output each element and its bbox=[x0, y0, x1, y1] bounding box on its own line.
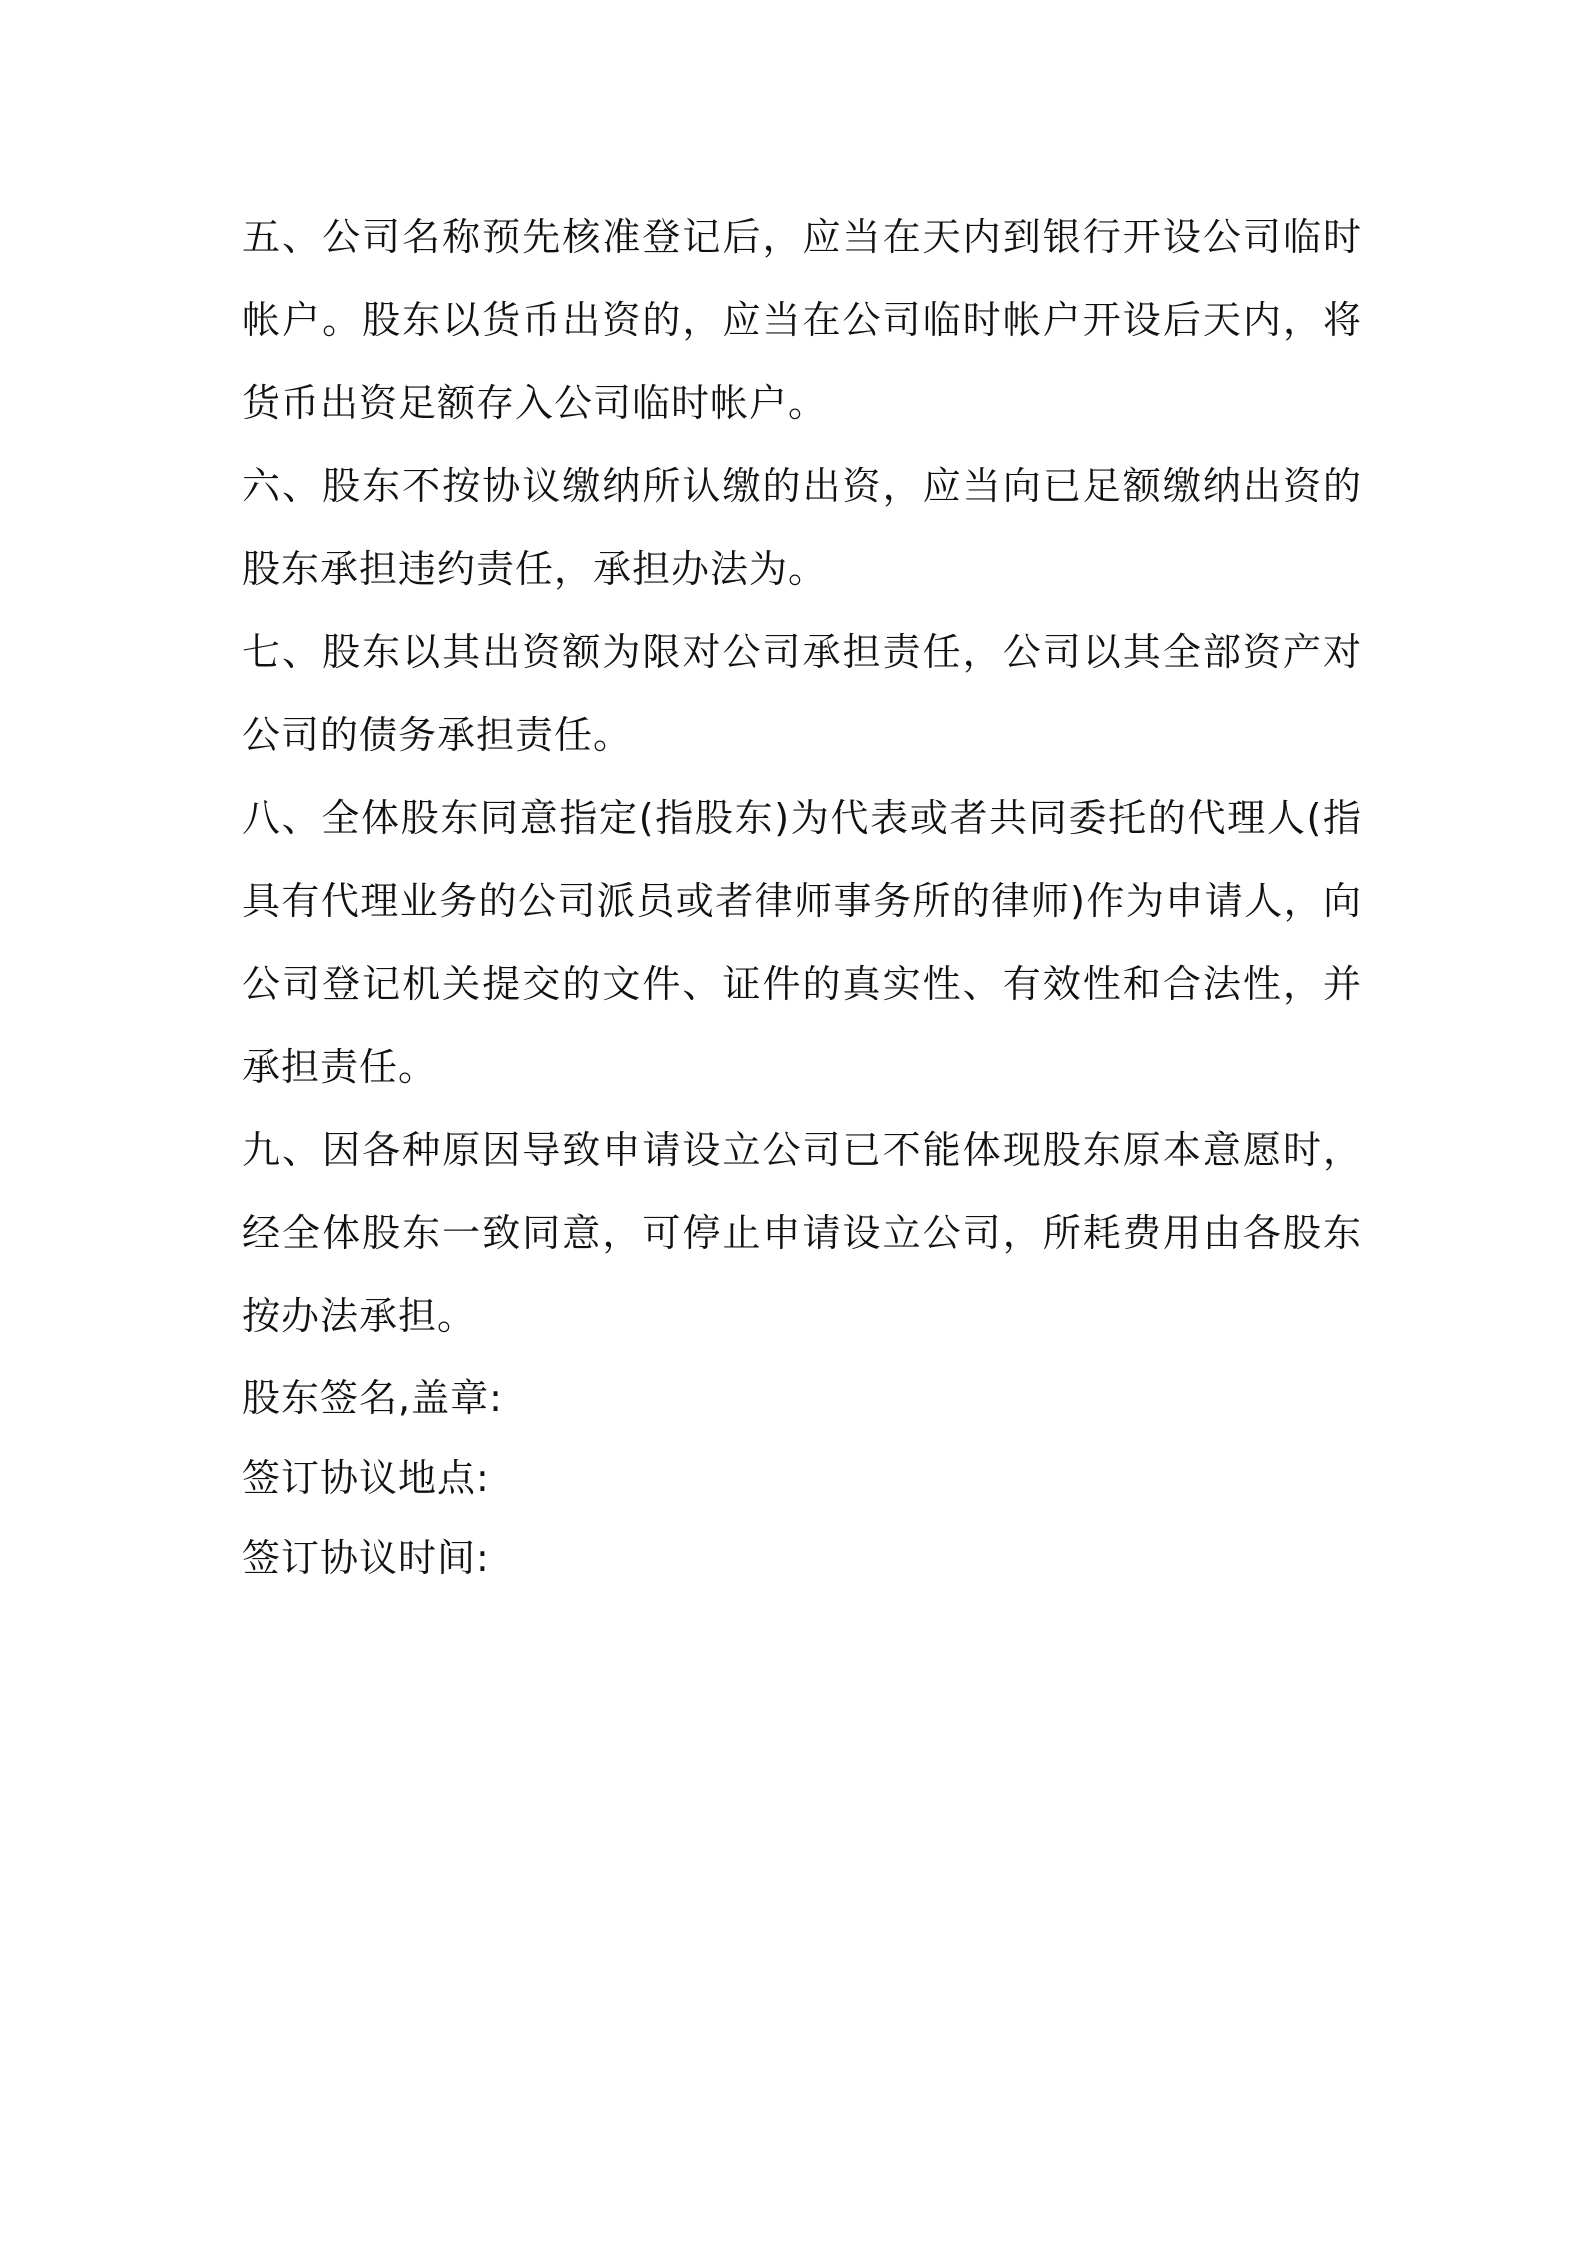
document-body bbox=[242, 196, 1362, 1598]
clause-6: 六、股东不按协议缴纳所认缴的出资，应当向已足额缴纳出资的股东承担违约责任，承担办法为。 bbox=[242, 464, 1362, 591]
clause-9: 九、因各种原因导致申请设立公司已不能体现股东原本意愿时，经全体股东一致同意，可停止申请设立公司，所耗费用由各股东按办法承担。 bbox=[242, 1128, 1362, 1338]
clause-8: 八、全体股东同意指定(指股东)为代表或者共同委托的代理人(指具有代理业务的公司派员或者律师事务所的律师)作为申请人，向公司登记机关提交的文件、证件的真实性、有效性和合法性，并承担责任。 bbox=[242, 796, 1362, 1089]
clause-7: 七、股东以其出资额为限对公司承担责任，公司以其全部资产对公司的债务承担责任。 bbox=[242, 630, 1362, 757]
signature-seal-label: 股东签名,盖章: bbox=[242, 1376, 503, 1420]
clause-5: 五、公司名称预先核准登记后，应当在天内到银行开设公司临时帐户。股东以货币出资的，应当在公司临时帐户开设后天内，将货币出资足额存入公司临时帐户。 bbox=[242, 215, 1362, 425]
signing-time-label: 签订协议时间: bbox=[242, 1536, 490, 1580]
signing-place-label: 签订协议地点: bbox=[242, 1456, 490, 1500]
signature-block bbox=[242, 1358, 1362, 1598]
